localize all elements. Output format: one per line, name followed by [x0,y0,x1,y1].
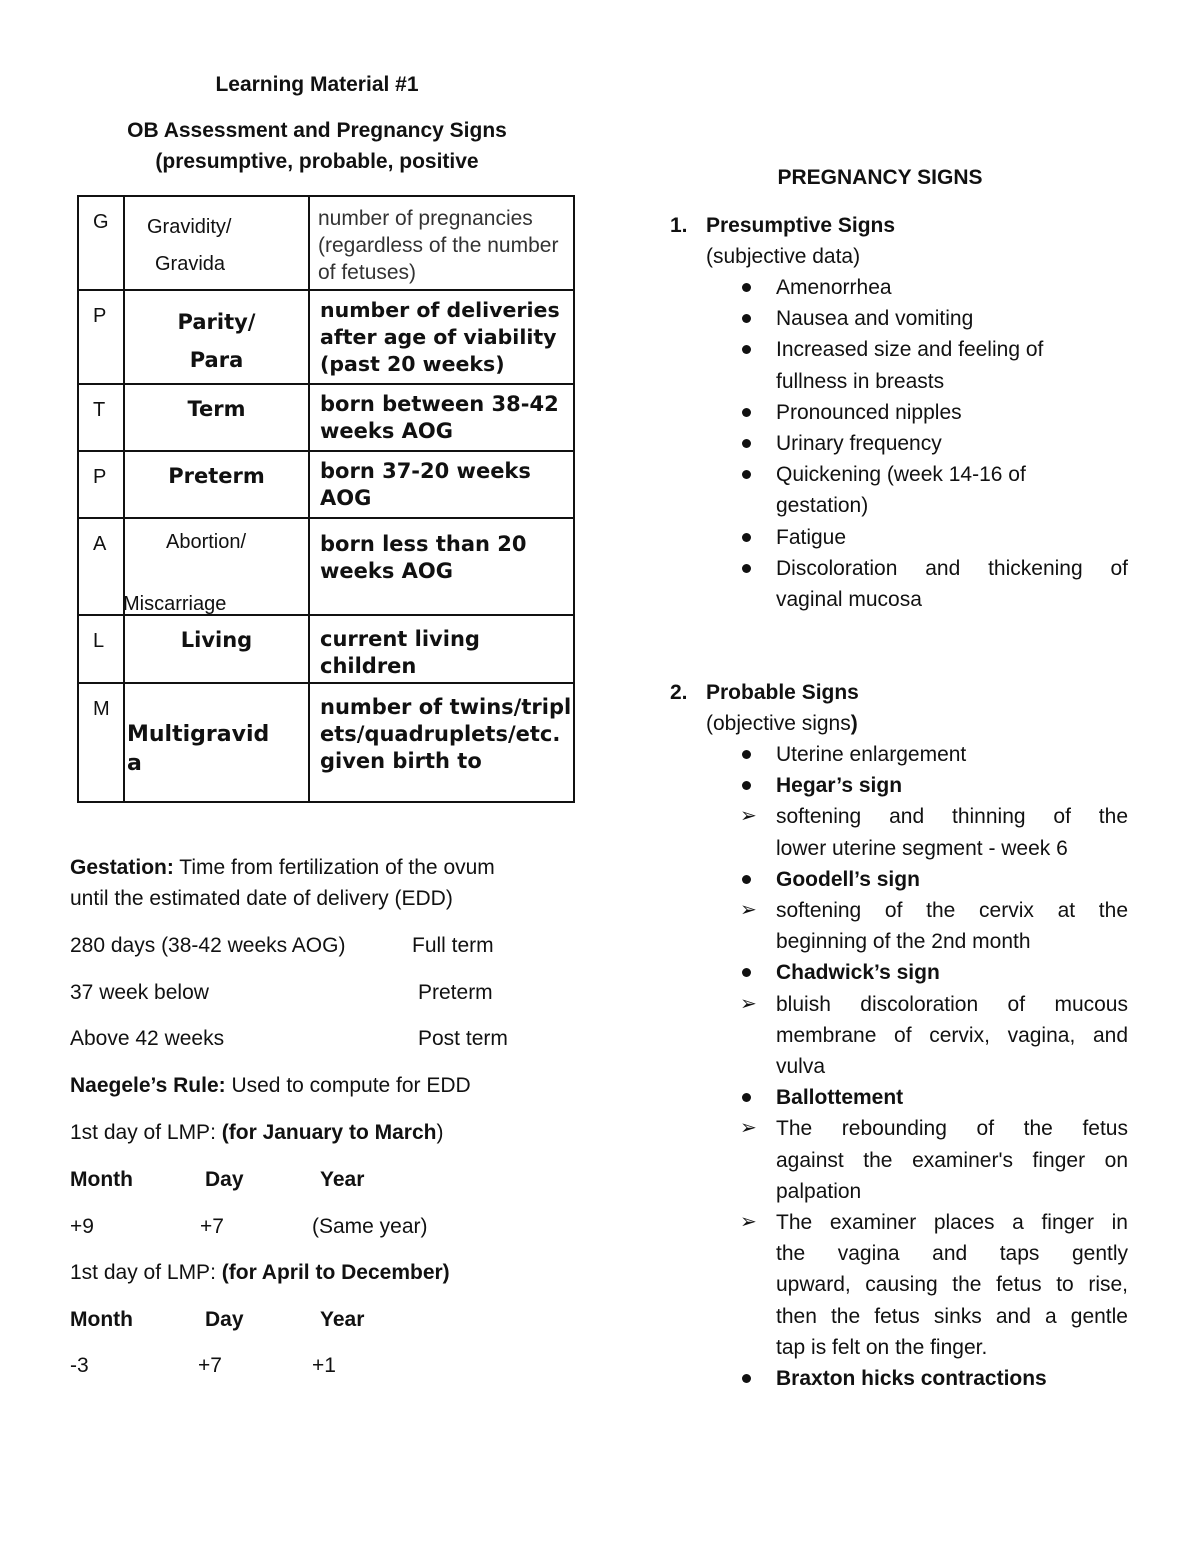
col-header-day: Day [205,1168,244,1191]
naegele-rule [70,1070,471,1101]
bullet-icon [742,750,751,759]
row-definition: born 37-20 weeks AOG [309,451,574,518]
bullet-icon [742,439,751,448]
gestation-row-right: Full term [412,934,494,957]
bullet-icon [742,283,751,292]
row-term-line: Term [187,397,246,421]
row-term-line: Preterm [168,464,265,488]
arrow-bullet-icon: ➢ [740,992,757,1015]
presumptive-item: Nausea and vomiting [776,307,974,331]
lmp-range: (for April to December) [221,1261,450,1284]
lmp-suffix: ) [436,1121,444,1144]
row-term-line: Multigravid [127,722,270,747]
bullet-icon [742,1374,751,1383]
row-term [124,384,309,451]
presumptive-item: Quickening (week 14-16 of [776,463,1026,487]
value-day: +7 [198,1354,222,1377]
col-header-year: Year [320,1168,365,1191]
probable-item: The rebounding of the fetus [776,1117,1128,1141]
arrow-bullet-icon: ➢ [740,1211,757,1233]
lmp-prefix: 1st day of LMP: [70,1261,222,1284]
section-title: OB Assessment and Pregnancy Signs [127,119,507,142]
probable-item: Hegar’s sign [776,774,903,798]
presumptive-item: Increased size and feeling of [776,338,1044,362]
row-code: P [78,451,124,518]
table-row [78,451,574,518]
bullet-icon [742,781,751,790]
table-row [78,384,574,451]
col-header-month: Month [70,1308,133,1331]
probable-item: membrane of cervix, vagina, and [776,1023,1128,1047]
lmp-case-1 [70,1117,443,1148]
probable-item: bluish discoloration of mucous [776,992,1128,1016]
gestation-text: until the estimated date of delivery (EDD) [70,887,453,910]
row-term [124,615,309,683]
table-row [78,518,574,615]
presumptive-item: Fatigue [776,525,847,549]
probable-item: the vagina and taps gently [776,1242,1128,1266]
probable-sub-text: (objective signs [706,712,851,735]
table-row [78,196,574,290]
value-day: +7 [200,1215,224,1238]
gestation-text: Time from fertilization of the ovum [173,856,495,879]
naegele-text: Used to compute for EDD [225,1074,471,1097]
bullet-icon [742,968,751,977]
presumptive-sub: (subjective data) [706,245,861,268]
row-term [124,518,309,615]
row-term-line: Gravidity/ [147,216,232,238]
gestation-row-left: Above 42 weeks [70,1027,225,1050]
row-term-line: Gravida [155,253,226,275]
row-term-line: Para [189,348,244,372]
probable-item: Goodell’s sign [776,867,920,891]
gestation-row-left: 37 week below [70,981,209,1004]
probable-sub [706,708,858,739]
row-definition: born less than 20 weeks AOG [309,518,574,615]
lmp-prefix: 1st day of LMP: [70,1121,222,1144]
col-header-day: Day [205,1308,244,1331]
value-year: (Same year) [312,1215,428,1238]
pregnancy-signs-title: PREGNANCY SIGNS [777,166,983,189]
probable-item: beginning of the 2nd month [776,930,1031,954]
row-definition: number of twins/triplets/quadruplets/etc. given birth to [309,683,574,802]
gestation-label: Gestation: [70,856,174,879]
table-row [78,290,574,384]
presumptive-item: Pronounced nipples [776,400,962,424]
presumptive-item: Discoloration and thickening of [776,556,1128,580]
bullet-icon [742,533,751,542]
value-month: -3 [70,1354,89,1377]
row-code: A [78,518,124,615]
probable-item: Braxton hicks contractions [776,1367,1047,1390]
probable-sub-close: ) [850,712,858,735]
bullet-icon [742,408,751,417]
probable-heading: Probable Signs [706,681,859,704]
col-header-month: Month [70,1168,133,1191]
value-year: +1 [312,1354,336,1377]
probable-item: Ballottement [776,1086,904,1110]
probable-item: Chadwick’s sign [776,961,940,985]
probable-item: tap is felt on the finger. [776,1335,988,1359]
value-month: +9 [70,1215,94,1238]
row-code: M [78,683,124,802]
row-term-line: Parity/ [177,310,256,334]
probable-item: against the examiner's finger on [776,1148,1128,1172]
list-number: 2. [670,681,688,704]
arrow-bullet-icon: ➢ [740,805,757,828]
presumptive-item: fullness in breasts [776,369,945,393]
presumptive-heading: Presumptive Signs [706,214,896,237]
document-title: Learning Material #1 [215,73,419,96]
gestation-row-left: 280 days (38-42 weeks AOG) [70,934,346,957]
presumptive-item: gestation) [776,494,869,518]
gtpal-table [77,195,575,803]
bullet-icon [742,314,751,323]
probable-item: lower uterine segment - week 6 [776,836,1068,860]
row-definition: number of deliveries after age of viability (past 20 weeks) [309,290,574,384]
lmp-case-2 [70,1257,450,1288]
row-definition: number of pregnancies (regardless of the number of fetuses) [309,196,574,290]
row-term [124,196,309,290]
table-row [78,615,574,683]
row-term [124,683,309,802]
probable-item: Uterine enlargement [776,743,967,766]
gestation-row-right: Preterm [418,981,493,1004]
probable-item: softening of the cervix at the [776,899,1128,922]
col-header-year: Year [320,1308,365,1331]
bullet-icon [742,345,751,354]
row-term-line: a [127,751,142,776]
presumptive-item: Amenorrhea [776,276,892,299]
row-definition: born between 38-42 weeks AOG [309,384,574,451]
bullet-icon [742,470,751,479]
presumptive-item: Urinary frequency [776,432,942,455]
row-term-line: Living [180,628,253,652]
bullet-icon [742,564,751,573]
row-term-line: Miscarriage [123,593,227,615]
lmp-range: (for January to March [221,1121,437,1144]
row-code: T [78,384,124,451]
row-code: P [78,290,124,384]
arrow-bullet-icon: ➢ [740,899,757,921]
presumptive-item: vaginal mucosa [776,588,922,611]
bullet-icon [742,1093,751,1102]
list-number: 1. [670,214,688,237]
naegele-label: Naegele’s Rule: [70,1074,226,1097]
gestation-row-right: Post term [418,1027,508,1050]
bullet-icon [742,875,751,884]
probable-item: softening and thinning of the [776,805,1128,829]
gestation-definition [70,852,580,914]
probable-item: upward, causing the fetus to rise, [776,1273,1128,1297]
row-definition: current living children [309,615,574,683]
probable-item: The examiner places a finger in [776,1211,1128,1234]
probable-item: palpation [776,1179,862,1203]
arrow-bullet-icon: ➢ [740,1117,757,1140]
row-code: G [78,196,124,290]
section-subtitle: (presumptive, probable, positive [155,150,479,173]
probable-item: vulva [776,1055,826,1078]
row-term [124,290,309,384]
row-term-line: Abortion/ [166,531,247,553]
row-code: L [78,615,124,683]
table-row [78,683,574,802]
row-term [124,451,309,518]
probable-item: then the fetus sinks and a gentle [776,1304,1128,1328]
